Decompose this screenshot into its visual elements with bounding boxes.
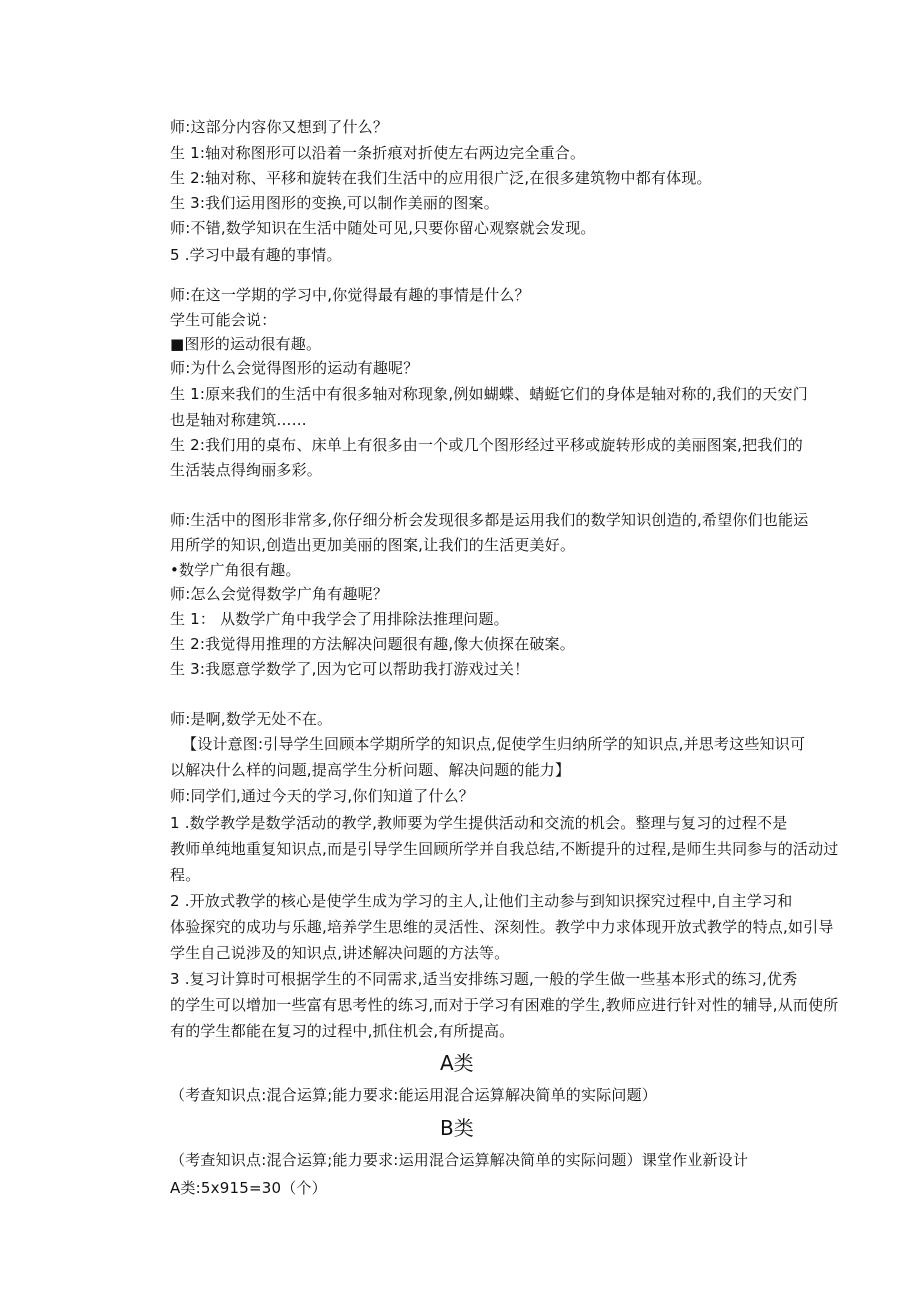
numbered-item: 学生自己说涉及的知识点,讲述解决问题的方法等。 [170, 944, 510, 962]
text-line: 师:同学们,通过今天的学习,你们知道了什么？ [170, 787, 474, 805]
text-line: 生 2:轴对称、平移和旋转在我们生活中的应用很广泛,在很多建筑物中都有体现。 [170, 169, 712, 187]
text-line: 生 1： 从数学广角中我学会了用排除法推理问题。 [170, 610, 509, 628]
numbered-item: 1 .数学教学是数学活动的教学,教师要为学生提供活动和交流的机会。整理与复习的过程不是 [170, 814, 788, 832]
text-line: 生 3:我愿意学数学了,因为它可以帮助我打游戏过关！ [170, 660, 530, 678]
text-line: A类:5x915=30（个） [170, 1179, 327, 1197]
text-line: （考查知识点:混合运算;能力要求:运用混合运算解决简单的实际问题）课堂作业新设计 [170, 1151, 749, 1169]
numbered-item: 教师单纯地重复知识点,而是引导学生回顾所学并自我总结,不断提升的过程,是师生共同参与的活动过 [170, 840, 839, 858]
numbered-item: 2 .开放式教学的核心是使学生成为学习的主人,让他们主动参与到知识探究过程中,自主学习和 [170, 892, 793, 910]
category-b-heading: B类 [440, 1116, 474, 1140]
text-line: 也是轴对称建筑…… [170, 411, 307, 429]
text-line: 师:这部分内容你又想到了什么？ [170, 118, 389, 136]
text-line: 学生可能会说： [170, 311, 277, 329]
bullet-item: •数学广角很有趣。 [170, 561, 301, 579]
text-line: （考查知识点:混合运算;能力要求:能运用混合运算解决简单的实际问题） [170, 1086, 657, 1104]
text-line: 生 2:我们用的桌布、床单上有很多由一个或几个图形经过平移或旋转形成的美丽图案,把我们的 [170, 436, 803, 454]
bullet-item: ■图形的运动很有趣。 [170, 335, 322, 353]
text-line: 生 2:我觉得用推理的方法解决问题很有趣,像大侦探在破案。 [170, 635, 575, 653]
category-a-heading: A类 [440, 1051, 474, 1075]
numbered-item: 程。 [170, 866, 201, 884]
numbered-item: 3 .复习计算时可根据学生的不同需求,适当安排练习题,一般的学生做一些基本形式的练习,优秀 [170, 970, 798, 988]
text-line: 生 3:我们运用图形的变换,可以制作美丽的图案。 [170, 194, 499, 212]
text-line: 师:在这一学期的学习中,你觉得最有趣的事情是什么？ [170, 286, 530, 304]
text-line: 用所学的知识,创造出更加美丽的图案,让我们的生活更美好。 [170, 536, 576, 554]
text-line: 生 1:轴对称图形可以沿着一条折痕对折使左右两边完全重合。 [170, 144, 586, 162]
design-intent: 以解决什么样的问题,提高学生分析问题、解决问题的能力】 [170, 761, 571, 779]
text-line: 师:不错,数学知识在生活中随处可见,只要你留心观察就会发现。 [170, 219, 596, 237]
text-line: 师:怎么会觉得数学广角有趣呢？ [170, 585, 389, 603]
text-line: 生 1:原来我们的生活中有很多轴对称现象,例如蝴蝶、蜻蜓它们的身体是轴对称的,我们的天安门 [170, 385, 808, 403]
text-line: 师:生活中的图形非常多,你仔细分析会发现很多都是运用我们的数学知识创造的,希望你们也能运 [170, 511, 809, 529]
text-line: 师:为什么会觉得图形的运动有趣呢？ [170, 359, 419, 377]
numbered-item: 体验探究的成功与乐趣,培养学生思维的灵活性、深刻性。教学中力求体现开放式教学的特点,如引导 [170, 918, 834, 936]
numbered-item: 有的学生都能在复习的过程中,抓住机会,有所提高。 [170, 1022, 515, 1040]
text-line: 师:是啊,数学无处不在。 [170, 710, 333, 728]
section-heading: 5 .学习中最有趣的事情。 [170, 246, 342, 264]
text-line: 生活装点得绚丽多彩。 [170, 461, 323, 479]
design-intent: 【设计意图:引导学生回顾本学期所学的知识点,促使学生归纳所学的知识点,并思考这些知识可 [182, 735, 806, 753]
numbered-item: 的学生可以增加一些富有思考性的练习,而对于学习有困难的学生,教师应进行针对性的辅导,从而使所 [170, 996, 839, 1014]
